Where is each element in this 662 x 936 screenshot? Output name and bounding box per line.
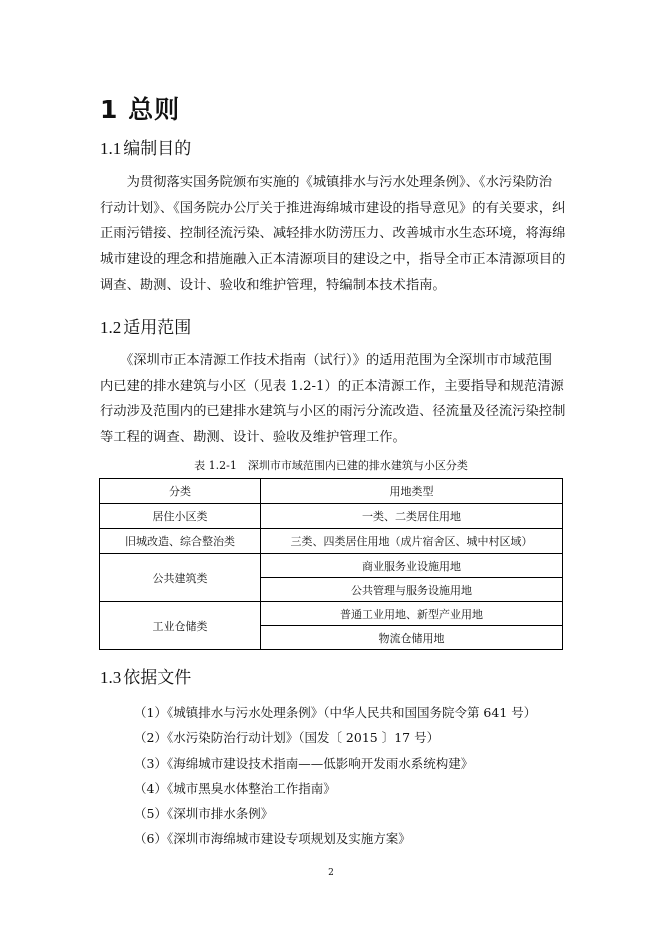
table-caption: 表 1.2-1 深圳市市域范围内已建的排水建筑与小区分类: [194, 459, 468, 472]
paragraph-line: 《深圳市正本清源工作技术指南（试行）》的适用范围为全深圳市市域范围: [100, 353, 553, 368]
reference-item: （3）《海绵城市建设技术指南——低影响开发雨水系统构建》: [134, 755, 474, 771]
category-cell: 工业仓储类: [100, 602, 261, 650]
paragraph-line: 等工程的调查、勘测、设计、验收及维护管理工作。: [100, 430, 406, 446]
land-type-cell: 普通工业用地、新型产业用地: [261, 602, 563, 626]
section-heading-1-1: [100, 134, 191, 159]
paragraph-line: 行动计划》、《国务院办公厅关于推进海绵城市建设的指导意见》的有关要求，纠: [100, 200, 566, 216]
land-type-cell: 一类、二类居住用地: [261, 504, 563, 529]
table-header-row: [100, 479, 563, 504]
header-land-type: 用地类型: [261, 479, 563, 504]
reference-item: （6）《深圳市海绵城市建设专项规划及实施方案》: [134, 831, 411, 847]
category-cell: 居住小区类: [100, 504, 261, 529]
chapter-title: 1 总则: [100, 95, 181, 124]
section-number: 1.1: [100, 139, 122, 158]
land-type-cell: 公共管理与服务设施用地: [261, 578, 563, 602]
section-heading-1-2: [100, 313, 191, 338]
section-title: 编制目的: [123, 139, 192, 159]
paragraph-scope: [100, 348, 568, 451]
paragraph-purpose: [100, 170, 568, 298]
section-heading-1-3: [100, 663, 191, 688]
reference-item: （5）《深圳市排水条例》: [134, 806, 274, 822]
land-type-cell: 三类、四类居住用地（成片宿舍区、城中村区域）: [261, 529, 563, 554]
paragraph-line: 行动涉及范围内的已建排水建筑与小区的雨污分流改造、径流量及径流污染控制: [100, 404, 566, 420]
section-title: 适用范围: [123, 318, 192, 338]
reference-item: （1）《城镇排水与污水处理条例》（中华人民共和国国务院令第 641 号）: [134, 705, 537, 720]
table-row: [100, 554, 563, 578]
land-type-cell: 物流仓储用地: [261, 626, 563, 650]
paragraph-line: 正雨污错接、控制径流污染、减轻排水防涝压力、改善城市水生态环境，将海绵: [100, 226, 566, 242]
paragraph-line: 城市建设的理念和措施融入正本清源项目的建设之中，指导全市正本清源项目的: [100, 252, 566, 268]
section-title: 依据文件: [123, 668, 192, 688]
category-cell: 公共建筑类: [100, 554, 261, 602]
paragraph-line: 调查、勘测、设计、验收和维护管理，特编制本技术指南。: [100, 277, 446, 293]
page-number: 2: [328, 868, 334, 878]
section-number: 1.3: [100, 668, 122, 687]
section-number: 1.2: [100, 318, 122, 337]
table-row: [100, 504, 563, 529]
category-cell: 旧城改造、综合整治类: [100, 529, 261, 554]
reference-list: [134, 700, 536, 852]
land-type-cell: 商业服务业设施用地: [261, 554, 563, 578]
header-category: 分类: [100, 479, 261, 504]
table-row: [100, 602, 563, 626]
table-row: [100, 529, 563, 554]
reference-item: （2）《水污染防治行动计划》（国发〔 2015 〕17 号）: [134, 730, 440, 746]
reference-item: （4）《城市黑臭水体整治工作指南》: [134, 780, 336, 796]
paragraph-line: 为贯彻落实国务院颁布实施的《城镇排水与污水处理条例》、《水污染防治: [100, 175, 553, 190]
classification-table: [99, 478, 563, 650]
paragraph-line: 内已建的排水建筑与小区（见表 1.2-1）的正本清源工作，主要指导和规范清源: [100, 378, 564, 394]
